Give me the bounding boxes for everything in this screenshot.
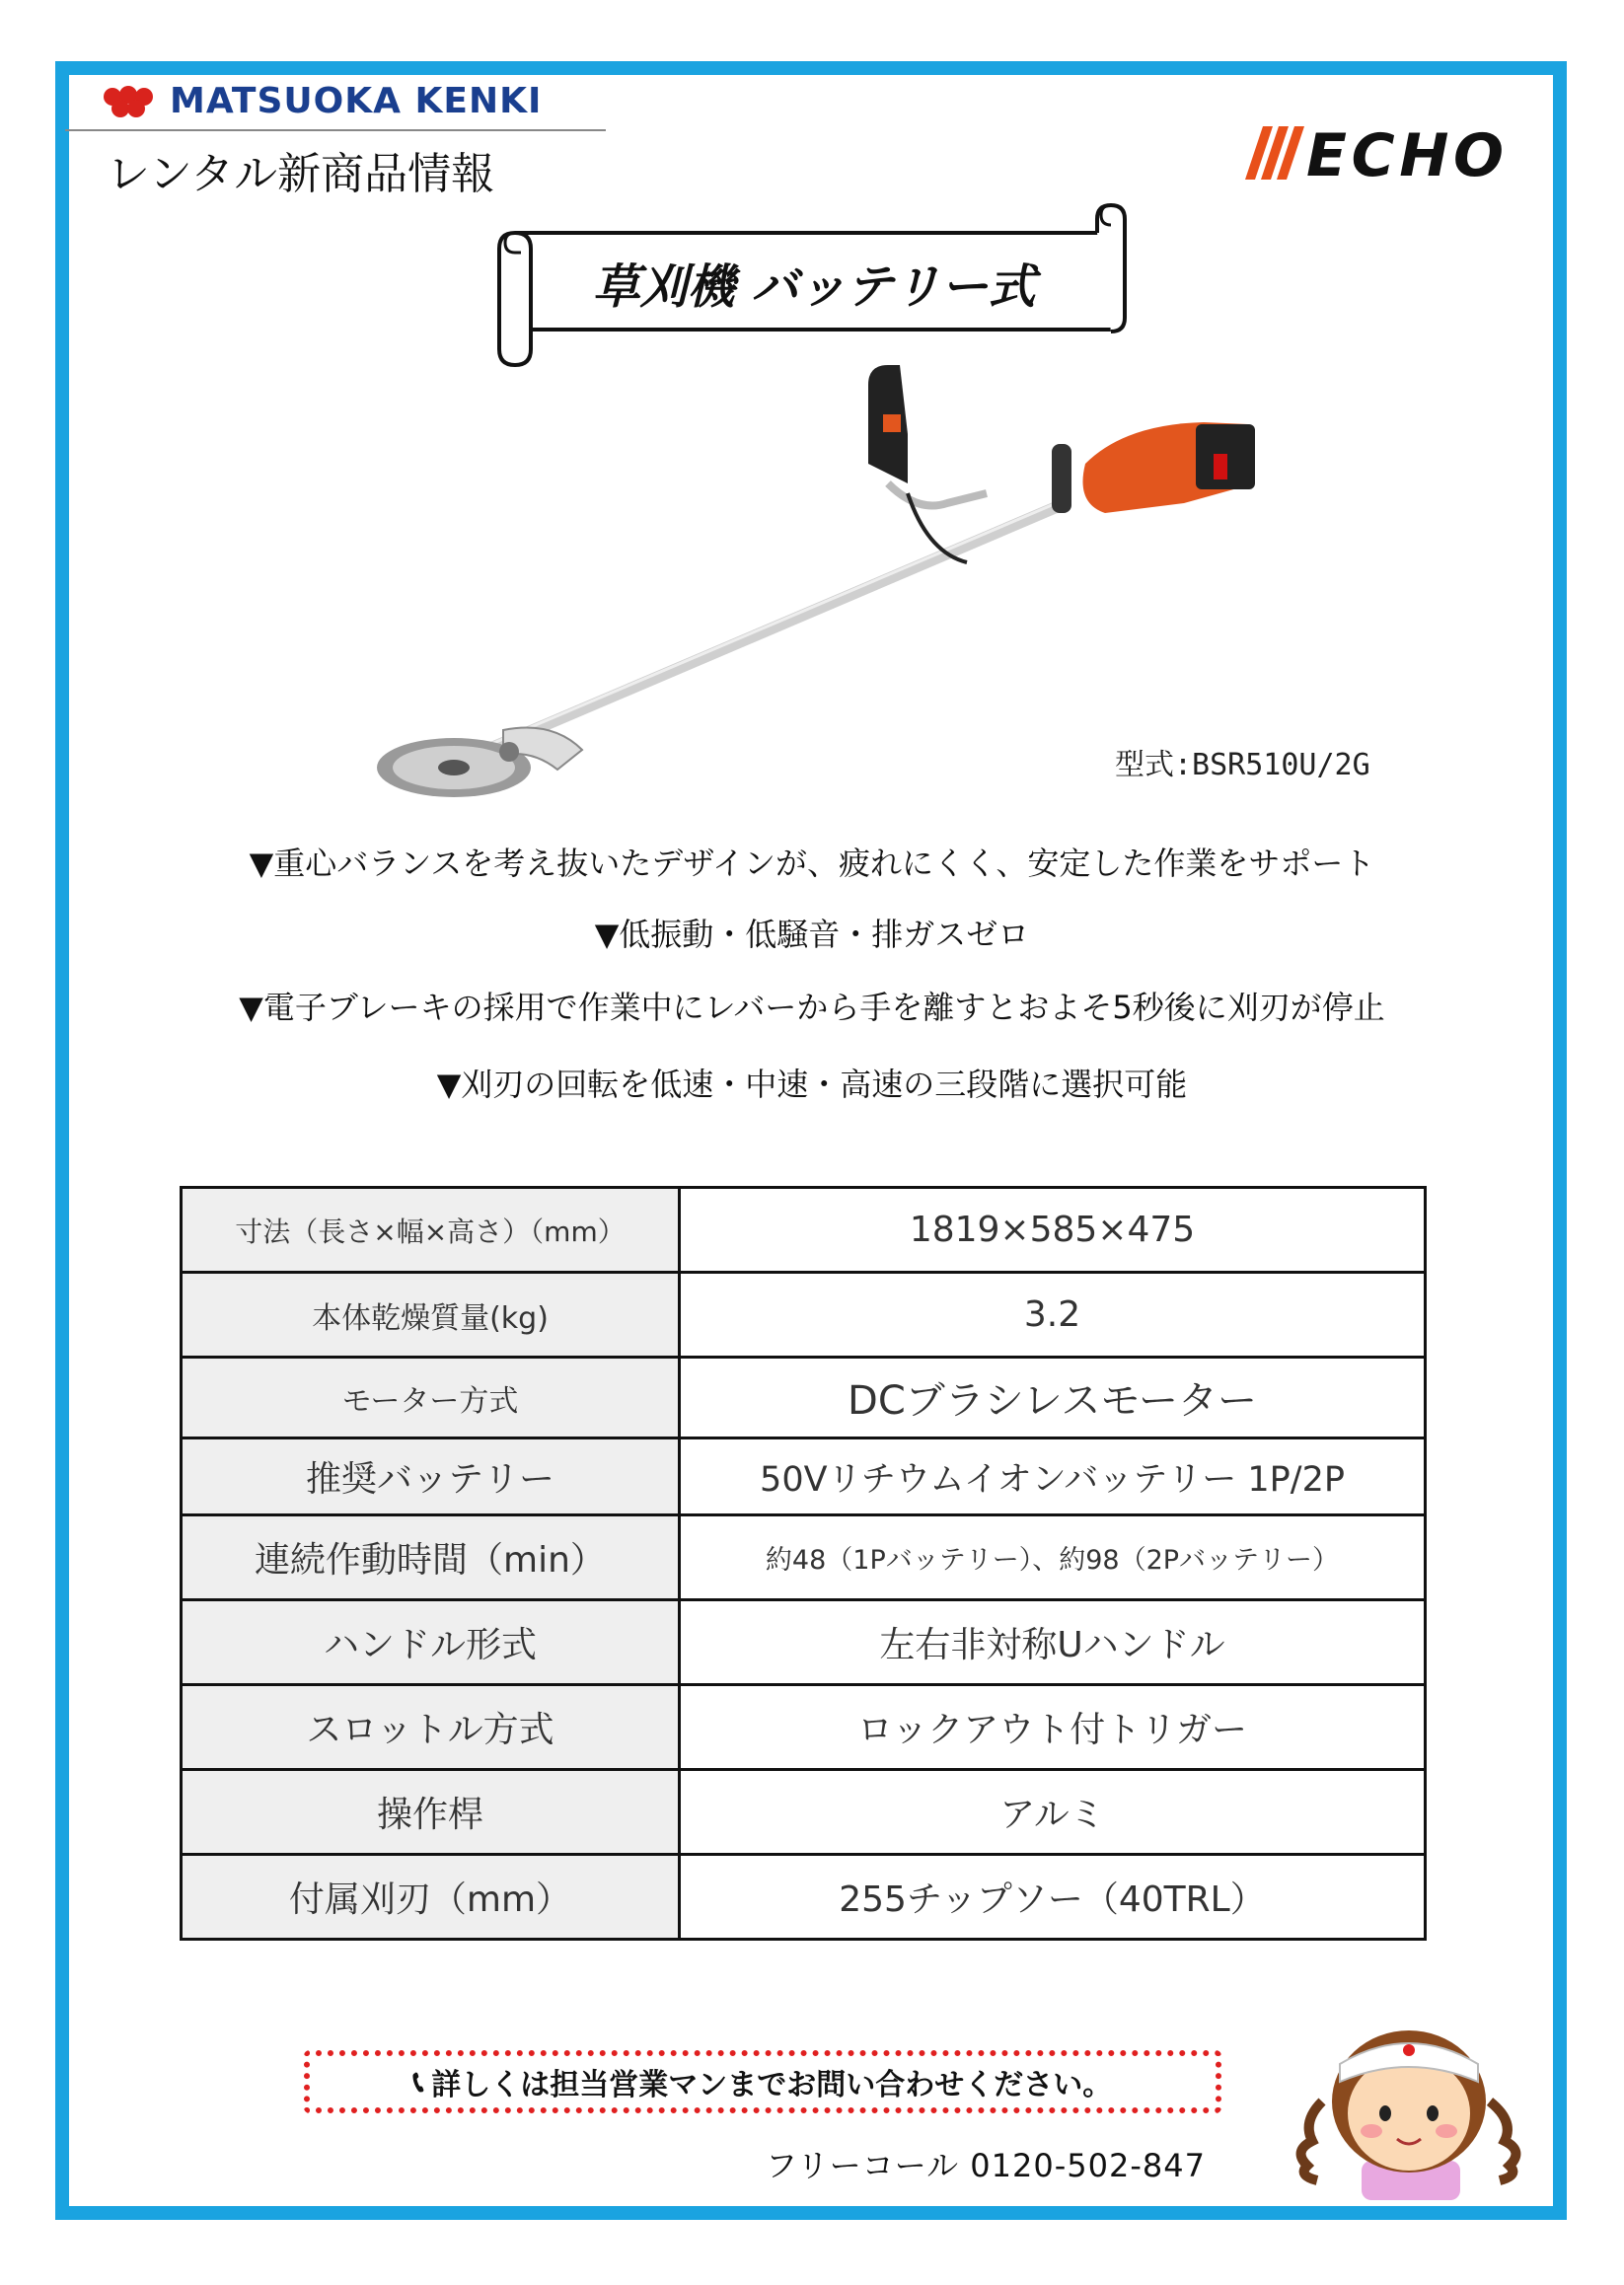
spec-value: 約48（1Pバッテリー）、約98（2Pバッテリー） (680, 1515, 1426, 1600)
feature-item: ▼重心バランスを考え抜いたデザインが、疲れにくく、安定した作業をサポート (249, 845, 1375, 882)
spec-table (180, 1186, 1427, 1941)
model-number: 型式:BSR510U/2G (1115, 748, 1370, 782)
phone-icon: 📞︎ (412, 2064, 424, 2100)
feature-item: ▼低振動・低騒音・排ガスゼロ (594, 916, 1030, 953)
spec-label: 操作桿 (182, 1770, 680, 1855)
spec-value: 左右非対称Uハンドル (680, 1600, 1426, 1685)
header-divider (65, 129, 606, 131)
table-row (182, 1600, 1426, 1685)
table-row (182, 1358, 1426, 1438)
spec-label: ハンドル形式 (182, 1600, 680, 1685)
brand-name: ECHO (1306, 121, 1504, 187)
spec-value: 50Vリチウムイオンバッテリー 1P/2P (680, 1438, 1426, 1515)
spec-label: 推奨バッテリー (182, 1438, 680, 1515)
feature-item: ▼電子ブレーキの採用で作業中にレバーから手を離すとおよそ5秒後に刈刃が停止 (239, 989, 1385, 1026)
spec-value: DCブラシレスモーター (680, 1358, 1426, 1438)
spec-label: モーター方式 (182, 1358, 680, 1438)
spec-value: アルミ (680, 1770, 1426, 1855)
table-row (182, 1770, 1426, 1855)
page-subtitle: レンタル新商品情報 (107, 149, 495, 199)
table-row (182, 1855, 1426, 1940)
table-row (182, 1685, 1426, 1770)
spec-value: 3.2 (680, 1273, 1426, 1358)
company-logo-icon (99, 85, 158, 118)
spec-label: 寸法（長さ×幅×高さ）（mm） (182, 1188, 680, 1273)
spec-value: 255チップソー（40TRL） (680, 1855, 1426, 1940)
company-logo (99, 81, 542, 121)
table-row (182, 1438, 1426, 1515)
brand-stripes-icon (1245, 126, 1304, 180)
brand-logo (1241, 118, 1517, 191)
banner-title: 草刈機 バッテリー式 (592, 259, 1036, 315)
contact-callout (304, 2050, 1221, 2113)
company-name: MATSUOKA KENKI (170, 81, 543, 121)
phone-number: フリーコール 0120-502-847 (766, 2147, 1206, 2184)
spec-label: スロットル方式 (182, 1685, 680, 1770)
mascot-illustration (1283, 2003, 1539, 2204)
table-row (182, 1515, 1426, 1600)
feature-item: ▼刈刃の回転を低速・中速・高速の三段階に選択可能 (436, 1066, 1188, 1103)
spec-label: 連続作動時間（min） (182, 1515, 680, 1600)
spec-label: 本体乾燥質量(kg) (182, 1273, 680, 1358)
spec-value: ロックアウト付トリガー (680, 1685, 1426, 1770)
spec-label: 付属刈刃（mm） (182, 1855, 680, 1940)
table-row (182, 1188, 1426, 1273)
contact-text: 詳しくは担当営業マンまでお問い合わせください。 (431, 2068, 1113, 2102)
spec-value: 1819×585×475 (680, 1188, 1426, 1273)
table-row (182, 1273, 1426, 1358)
